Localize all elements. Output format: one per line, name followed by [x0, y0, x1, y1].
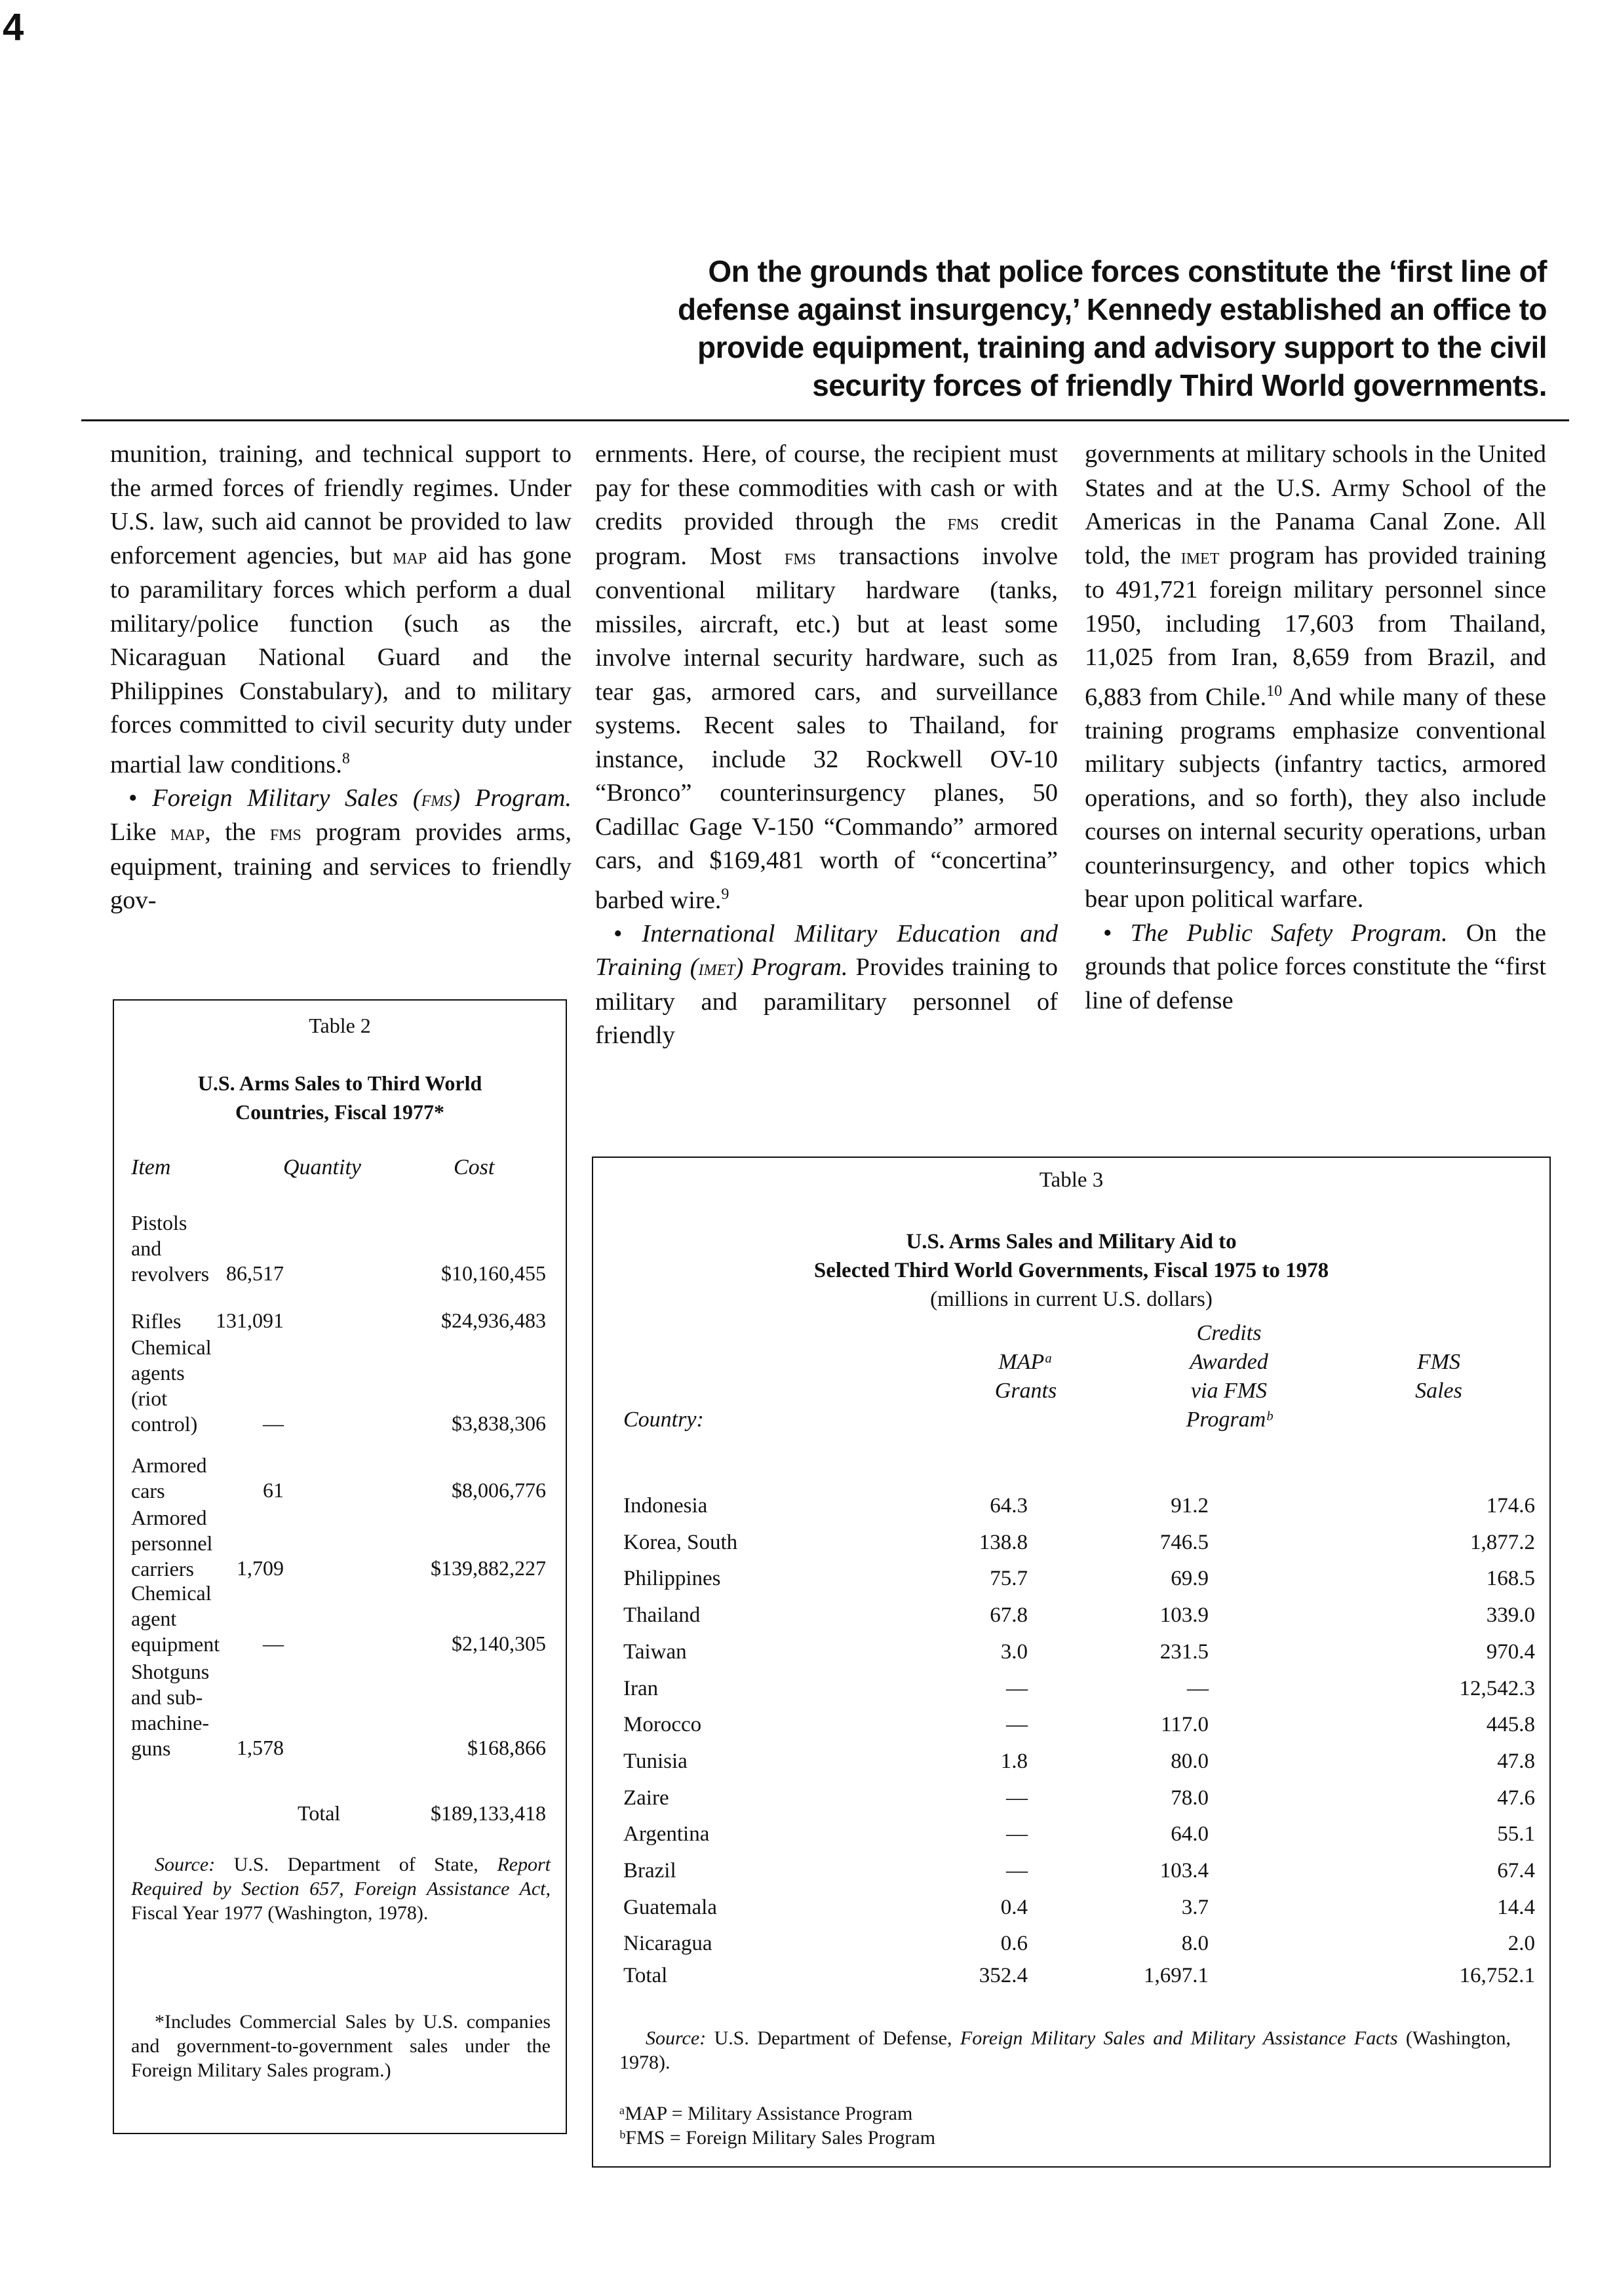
row-quantity: 61 — [263, 1478, 284, 1502]
row-item — [131, 1580, 220, 1657]
row-quantity: 1,709 — [237, 1556, 284, 1580]
row-cost: $24,936,483 — [441, 1309, 546, 1332]
program-name: Foreign Military Sales ( — [152, 784, 421, 812]
row-country: Zaire — [623, 1786, 669, 1810]
column-header-map — [960, 1348, 1091, 1406]
program-name: ) Program. — [452, 784, 572, 812]
row-fms-sales: 47.8 — [1497, 1750, 1535, 1773]
row-map-grants: — — [1006, 1822, 1028, 1846]
row-item-line: equipment — [131, 1632, 220, 1656]
row-item-line: Rifles — [131, 1309, 182, 1333]
row-country: Guatemala — [623, 1896, 717, 1919]
row-item-line: personnel — [131, 1531, 213, 1555]
header-line: Credits — [1196, 1321, 1262, 1345]
text-column-3 — [1085, 438, 1546, 1018]
table-footnote: *Includes Commercial Sales by U.S. companies and government-to-government sales under the Foreign Military Sales program.) — [131, 2011, 551, 2081]
col3-paragraph-2 — [1085, 917, 1546, 1018]
bullet: • — [128, 784, 153, 812]
row-country: Thailand — [623, 1603, 701, 1627]
source-title: Foreign Military Sales and Military Assistance Facts — [960, 2027, 1398, 2049]
text-run: program has provided training to 491,721 foreign military personnel since 1950, including 17,603 from Thailand, 11,025 from Iran, 8,659 from Brazil, and 6,883 from Chile. — [1085, 541, 1546, 711]
header-rule — [81, 419, 1569, 421]
row-item-line: agents — [131, 1361, 185, 1385]
text-run: program provides arms, equipment, training and services to friendly gov- — [110, 818, 572, 915]
row-item-line: and — [131, 1236, 162, 1260]
row-item-line: Pistols — [131, 1211, 187, 1234]
row-cost: $2,140,305 — [452, 1632, 546, 1655]
row-map-grants: — — [1006, 1713, 1028, 1736]
row-cost: $168,866 — [467, 1736, 546, 1759]
table-notes — [619, 2101, 1471, 2150]
col2-paragraph-2 — [595, 917, 1058, 1053]
abbr-fms: fms — [269, 821, 302, 846]
row-cost: $10,160,455 — [441, 1261, 546, 1285]
row-item-line: revolvers — [131, 1262, 210, 1286]
table-3 — [592, 1157, 1551, 2168]
row-map-grants: 138.8 — [979, 1531, 1028, 1554]
header-line: Sales — [1415, 1379, 1462, 1403]
text-run: (Washington, 1978). — [619, 2027, 1511, 2073]
text-run: , the — [204, 818, 270, 847]
table-label: Table 2 — [309, 1014, 371, 1037]
text-run: Fiscal Year 1977 (Washington, 1978). — [131, 1902, 429, 1924]
abbr-fms: fms — [947, 510, 979, 535]
row-cost: $8,006,776 — [452, 1478, 546, 1502]
column-header-fms — [1367, 1348, 1511, 1406]
column-header-credits — [1144, 1319, 1314, 1434]
row-quantity: — — [263, 1632, 284, 1655]
row-fms-sales: 47.6 — [1497, 1786, 1535, 1810]
row-country: Argentina — [623, 1822, 710, 1846]
row-fms-credits: 231.5 — [1159, 1640, 1209, 1664]
table-title-line: U.S. Arms Sales to Third World — [197, 1071, 482, 1095]
total-credits: 1,697.1 — [1144, 1964, 1209, 1987]
row-item — [131, 1210, 209, 1287]
row-fms-sales: 67.4 — [1497, 1859, 1535, 1883]
text-run: munition, training, and technical support to the armed forces of friendly regimes. Under U.S. law, such aid cannot be provided to law enforcement agencies, but — [110, 440, 572, 569]
row-country: Korea, South — [623, 1531, 738, 1554]
row-map-grants: 64.3 — [990, 1494, 1028, 1518]
row-fms-credits: 117.0 — [1160, 1713, 1209, 1736]
row-fms-credits: 3.7 — [1181, 1896, 1209, 1919]
row-country: Tunisia — [623, 1750, 688, 1773]
table-title — [114, 1069, 566, 1126]
program-name: International Military Education and Training ( — [595, 919, 1059, 982]
total-label: Total — [298, 1801, 341, 1825]
text-column-1 — [110, 438, 572, 918]
note-map: ᵃMAP = Military Assistance Program — [619, 2103, 913, 2124]
row-fms-sales: 445.8 — [1486, 1713, 1535, 1736]
text-run: U.S. Department of State, — [215, 1854, 497, 1875]
header-line: Grants — [994, 1379, 1057, 1403]
row-item-line: guns — [131, 1736, 171, 1760]
row-item-line: (riot — [131, 1387, 168, 1410]
column-header-item: Item — [131, 1155, 171, 1179]
row-fms-credits: 103.4 — [1159, 1859, 1209, 1883]
row-fms-sales: 1,877.2 — [1470, 1531, 1535, 1554]
text-run: ernments. Here, of course, the recipient must pay for these commodities with cash or with credits provided through the — [595, 440, 1058, 535]
row-fms-sales: 55.1 — [1497, 1822, 1535, 1846]
row-cost: $3,838,306 — [452, 1411, 546, 1435]
row-fms-credits: 103.9 — [1159, 1603, 1209, 1627]
table-2 — [113, 999, 567, 2134]
pull-quote: On the grounds that police forces constitute the ‘first line of defense against insurgency,’ Kennedy established an office to provide equipment, training and advisory support to the civil security forces of friendly Third World governments. — [677, 254, 1547, 402]
abbr-imet: imet — [1180, 544, 1220, 569]
row-item — [131, 1309, 181, 1334]
row-fms-credits: 80.0 — [1171, 1750, 1209, 1773]
row-item-line: machine- — [131, 1711, 210, 1734]
text-run: credit program. Most — [595, 508, 1059, 570]
row-item-line: Shotguns — [131, 1660, 210, 1683]
table-title-line: Countries, Fiscal 1977* — [235, 1100, 445, 1124]
text-run: And while many of these training programs emphasize conventional military subjects (infantry tactics, armored operations, and so forth), they also include courses on internal security operations, urban counterinsurgency, and other topics which bear upon political warfare. — [1085, 683, 1546, 913]
table-title-line: Selected Third World Governments, Fiscal 1975 to 1978 — [813, 1259, 1329, 1282]
row-cost: $139,882,227 — [431, 1556, 546, 1580]
row-map-grants: — — [1006, 1677, 1028, 1700]
row-fms-credits: 8.0 — [1181, 1932, 1209, 1955]
column-header-country: Country: — [623, 1407, 704, 1432]
row-map-grants: 0.4 — [1000, 1896, 1028, 1919]
row-item-line: Armored — [131, 1453, 207, 1477]
text-run: Provides training to military and paramilitary personnel of friendly — [595, 953, 1058, 1050]
row-item-line: and sub- — [131, 1685, 203, 1709]
abbr-imet: imet — [698, 956, 735, 981]
row-fms-sales: 2.0 — [1508, 1932, 1535, 1955]
source-label: Source: — [155, 1854, 216, 1875]
row-map-grants: — — [1006, 1859, 1028, 1883]
row-item-line: Armored — [131, 1506, 207, 1529]
row-map-grants: 67.8 — [990, 1603, 1028, 1627]
row-country: Brazil — [623, 1859, 676, 1883]
page-number: 4 — [3, 6, 24, 48]
abbr-map: map — [393, 544, 427, 569]
source-label: Source: — [646, 2027, 707, 2049]
col1-paragraph-2 — [110, 782, 572, 918]
row-item-line: agent — [131, 1607, 177, 1630]
abbr-map: map — [170, 821, 205, 846]
row-country: Morocco — [623, 1713, 702, 1736]
row-map-grants: 75.7 — [990, 1567, 1028, 1590]
row-map-grants: — — [1006, 1786, 1028, 1810]
text-column-2 — [595, 438, 1058, 1053]
row-fms-sales: 14.4 — [1497, 1896, 1535, 1919]
source-title: Report Required by Section 657, Foreign Assistance Act, — [131, 1854, 551, 1900]
row-quantity: 1,578 — [237, 1736, 284, 1759]
header-line: via FMS — [1190, 1379, 1268, 1403]
row-fms-sales: 339.0 — [1486, 1603, 1535, 1627]
row-fms-credits: 69.9 — [1171, 1567, 1209, 1590]
footnote-ref: 9 — [721, 885, 730, 903]
row-fms-credits: 64.0 — [1171, 1822, 1209, 1846]
row-item-line: Chemical — [131, 1335, 212, 1359]
row-fms-sales: 970.4 — [1486, 1640, 1535, 1664]
text-run: governments at military schools in the United States and at the U.S. Army School of the Americas in the Panama Canal Zone. All told, the — [1085, 440, 1546, 569]
row-item — [131, 1505, 212, 1582]
table-label: Table 3 — [1039, 1168, 1104, 1192]
col2-paragraph-1 — [595, 438, 1058, 917]
row-country: Iran — [623, 1677, 659, 1700]
bullet: • — [613, 919, 642, 947]
table-source — [131, 1852, 551, 1925]
row-fms-sales: 174.6 — [1486, 1494, 1535, 1518]
header-line: FMS — [1416, 1350, 1461, 1374]
col3-paragraph-1 — [1085, 438, 1546, 917]
header-line: MAPᵃ — [998, 1350, 1053, 1374]
total-map: 352.4 — [979, 1964, 1028, 1987]
text-run: U.S. Department of Defense, — [706, 2027, 960, 2049]
row-item-line: Chemical — [131, 1581, 212, 1605]
table-title — [593, 1227, 1549, 1314]
footnote-ref: 8 — [341, 750, 350, 767]
row-map-grants: 0.6 — [1000, 1932, 1028, 1955]
row-fms-credits: — — [1187, 1677, 1209, 1700]
column-header-quantity: Quantity — [283, 1155, 361, 1179]
text-run: Like — [110, 818, 171, 847]
row-item — [131, 1335, 212, 1437]
table-subtitle: (millions in current U.S. dollars) — [930, 1288, 1213, 1311]
row-country: Philippines — [623, 1567, 721, 1590]
row-fms-credits: 746.5 — [1159, 1531, 1209, 1554]
row-item — [131, 1453, 207, 1504]
row-quantity: 131,091 — [216, 1309, 284, 1332]
footnote-ref: 10 — [1266, 682, 1283, 700]
row-fms-sales: 168.5 — [1486, 1567, 1535, 1590]
row-item — [131, 1659, 209, 1761]
row-fms-sales: 12,542.3 — [1459, 1677, 1535, 1700]
text-run: On the grounds that police forces constitute the “first line of defense — [1085, 919, 1546, 1014]
row-country: Nicaragua — [623, 1932, 712, 1955]
row-item-line: control) — [131, 1412, 198, 1436]
abbr-fms: fms — [784, 545, 816, 569]
total-label: Total — [623, 1964, 668, 1987]
row-quantity: — — [263, 1411, 284, 1435]
abbr-fms: fms — [421, 786, 452, 811]
table-source — [619, 2026, 1511, 2075]
row-map-grants: 1.8 — [1000, 1750, 1028, 1773]
col1-paragraph-1 — [110, 438, 572, 782]
total-cost: $189,133,418 — [431, 1801, 546, 1825]
text-run: aid has gone to paramilitary forces which perform a dual military/police function (such as the Nicaraguan National Guard and the Philippines Constabulary), and to military forces committed to civil security duty under martial law conditions. — [110, 541, 572, 778]
row-country: Taiwan — [623, 1640, 687, 1664]
text-run: transactions involve conventional military hardware (tanks, missiles, aircraft, etc.) but at least some involve internal security hardware, such as tear gas, armored cars, and surveillance systems. Recent sales to Thailand, for instance, include 32 Rockwell OV-10 “Bronco” counterinsurgency planes, 50 Cadillac Gage V-150 “Commando” armored cars, and $169,481 worth of “concertina” barbed wire. — [595, 542, 1059, 914]
row-fms-credits: 91.2 — [1171, 1494, 1209, 1518]
note-fms: ᵇFMS = Foreign Military Sales Program — [619, 2127, 936, 2149]
table-title-line: U.S. Arms Sales and Military Aid to — [906, 1230, 1237, 1253]
header-line: Awarded — [1190, 1350, 1268, 1374]
row-item-line: carriers — [131, 1557, 194, 1580]
row-quantity: 86,517 — [226, 1261, 284, 1285]
header-line: Programᵇ — [1186, 1407, 1272, 1432]
row-country: Indonesia — [623, 1494, 708, 1518]
row-fms-credits: 78.0 — [1171, 1786, 1209, 1810]
program-name: ) Program. — [735, 953, 848, 982]
bullet: • — [1103, 919, 1131, 947]
row-item-line: cars — [131, 1479, 165, 1502]
program-name: The Public Safety Program. — [1130, 919, 1448, 947]
total-fms: 16,752.1 — [1459, 1964, 1535, 1987]
row-map-grants: 3.0 — [1000, 1640, 1028, 1664]
column-header-cost: Cost — [454, 1155, 495, 1179]
